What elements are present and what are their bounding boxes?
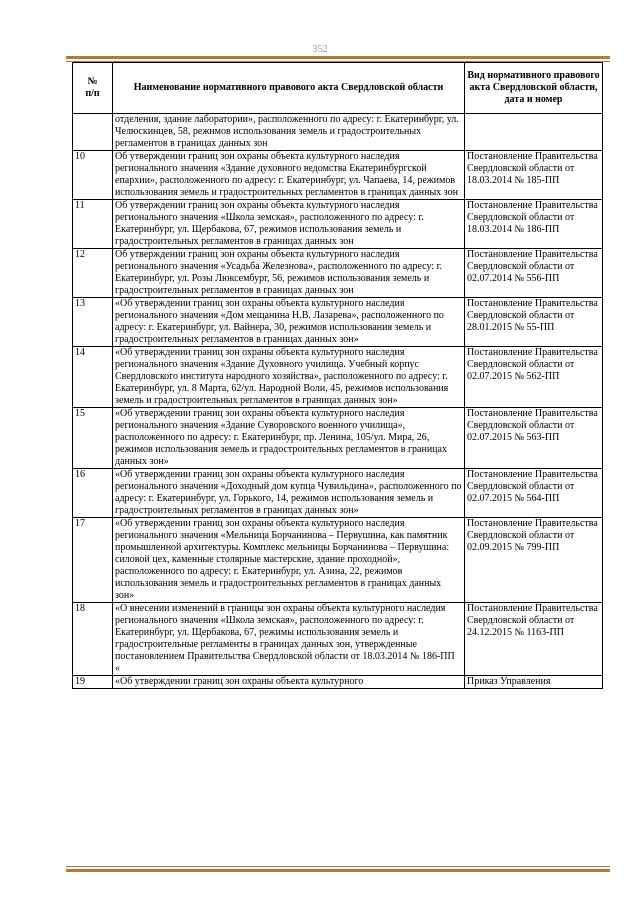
act-kind-cell: Постановление Правительства Свердловской области от 18.03.2014 № 186-ПП [465, 200, 603, 249]
row-number: 14 [73, 347, 113, 408]
act-name-cell: «Об утверждении границ зон охраны объекта культурного наследия регионального значения «Здание Суворовского военного училища», расположенного по адресу: г. Екатеринбург, пр. Ленина, 105/ул. Мира, 26, режимов использования земель и градостроительных регламентов в границах данных зон» [113, 408, 465, 469]
act-kind-cell: Постановление Правительства Свердловской области от 02.07.2015 № 563-ПП [465, 408, 603, 469]
table-row [73, 200, 603, 249]
act-name-cell: «Об утверждении границ зон охраны объекта культурного наследия регионального значения «Дом мещанина Н.В. Лазарева», расположенного по адресу: г. Екатеринбург, ул. Вайнера, 30, режимов использования земель и градостроительных регламентов в границах данных зон» [113, 298, 465, 347]
table-row [73, 114, 603, 151]
act-name-cell: «Об утверждении границ зон охраны объекта культурного [113, 676, 465, 689]
table-header-row [73, 63, 603, 114]
table-row [73, 249, 603, 298]
footer-rule [66, 866, 610, 872]
act-kind-cell: Постановление Правительства Свердловской области от 02.07.2015 № 564-ПП [465, 469, 603, 518]
table-row [73, 408, 603, 469]
act-name-cell: Об утверждении границ зон охраны объекта культурного наследия регионального значения «Здание духовного ведомства Екатеринбургской епархии», расположенного по адресу: г. Екатеринбург, ул. Чапаева, 14, режимов использования земель и градостроительных регламентов в границах данных зон [113, 151, 465, 200]
act-kind-cell: Постановление Правительства Свердловской области от 24.12.2015 № 1163-ПП [465, 603, 603, 676]
table-row [73, 151, 603, 200]
act-name-cell: Об утверждении границ зон охраны объекта культурного наследия регионального значения «Школа земская», расположенного по адресу: г. Екатеринбург, ул. Щербакова, 67, режимов использования земель и градостроительных регламентов в границах данных зон [113, 200, 465, 249]
act-kind-cell: Постановление Правительства Свердловской области от 18.03.2014 № 185-ПП [465, 151, 603, 200]
table-row [73, 603, 603, 676]
act-name-cell: «Об утверждении границ зон охраны объекта культурного наследия регионального значения «Доходный дом купца Чувильдина», расположенного по адресу: г. Екатеринбург, ул. Горького, 14, режимов использования земель и градостроительных регламентов в границах данных зон» [113, 469, 465, 518]
act-kind-cell: Постановление Правительства Свердловской области от 28.01.2015 № 55-ПП [465, 298, 603, 347]
header-number: № п/п [73, 63, 113, 114]
page-number: 352 [312, 44, 328, 55]
row-number: 10 [73, 151, 113, 200]
row-number: 15 [73, 408, 113, 469]
act-name-cell: «О внесении изменений в границы зон охраны объекта культурного наследия регионального значения «Школа земская», расположенного по адресу: г. Екатеринбург, ул. Щербакова, 67, режимы использования земель и градостроительные регламенты в границах данных зон, утвержденные постановлением Правительства Свердловской области от 18.03.2014 № 186-ПП « [113, 603, 465, 676]
row-number: 17 [73, 518, 113, 603]
row-number: 19 [73, 676, 113, 689]
table-row [73, 469, 603, 518]
table-row [73, 298, 603, 347]
act-kind-cell: Постановление Правительства Свердловской области от 02.07.2014 № 556-ПП [465, 249, 603, 298]
act-kind-cell: Приказ Управления [465, 676, 603, 689]
act-kind-cell: Постановление Правительства Свердловской области от 02.09.2015 № 799-ПП [465, 518, 603, 603]
row-number: 12 [73, 249, 113, 298]
table-row [73, 347, 603, 408]
act-name-cell: «Об утверждении границ зон охраны объекта культурного наследия регионального значения «Здание Духовного училища. Учебный корпус Свердловского института народного хозяйства», расположенного по адресу: г. Екатеринбург, ул. 8 Марта, 62/ул. Народной Воли, 45, режимов использования земель и градостроительных регламентов в границах данных зон» [113, 347, 465, 408]
row-number: 11 [73, 200, 113, 249]
header-act-name: Наименование нормативного правового акта Свердловской области [113, 63, 465, 114]
legal-acts-table [72, 62, 603, 689]
header-act-kind: Вид нормативного правового акта Свердловской области, дата и номер [465, 63, 603, 114]
row-number [73, 114, 113, 151]
act-name-cell: отделения, здание лаборатории», расположенного по адресу: г. Екатеринбург, ул. Челюскинцев, 58, режимов использования земель и градостроительных регламентов в границах данных зон [113, 114, 465, 151]
table-row [73, 676, 603, 689]
row-number: 18 [73, 603, 113, 676]
row-number: 13 [73, 298, 113, 347]
act-kind-cell: Постановление Правительства Свердловской области от 02.07.2015 № 562-ПП [465, 347, 603, 408]
act-name-cell: «Об утверждении границ зон охраны объекта культурного наследия регионального значения «Мельница Борчанинова – Первушина, как памятник промышленной архитектуры. Комплекс мельницы Борчанинова – Первушина: силовой цех, каменные столярные мастерские, здание проходной», расположенного по адресу: г. Екатеринбург, ул. Азина, 22, режимов использования земель и градостроительных регламентов в границах данных зон» [113, 518, 465, 603]
table-row [73, 518, 603, 603]
act-kind-cell [465, 114, 603, 151]
act-name-cell: Об утверждении границ зон охраны объекта культурного наследия регионального значения «Усадьба Железнова», расположенного по адресу: г. Екатеринбург, ул. Розы Люксембург, 56, режимов использования земель и градостроительных регламентов в границах данных зон [113, 249, 465, 298]
row-number: 16 [73, 469, 113, 518]
